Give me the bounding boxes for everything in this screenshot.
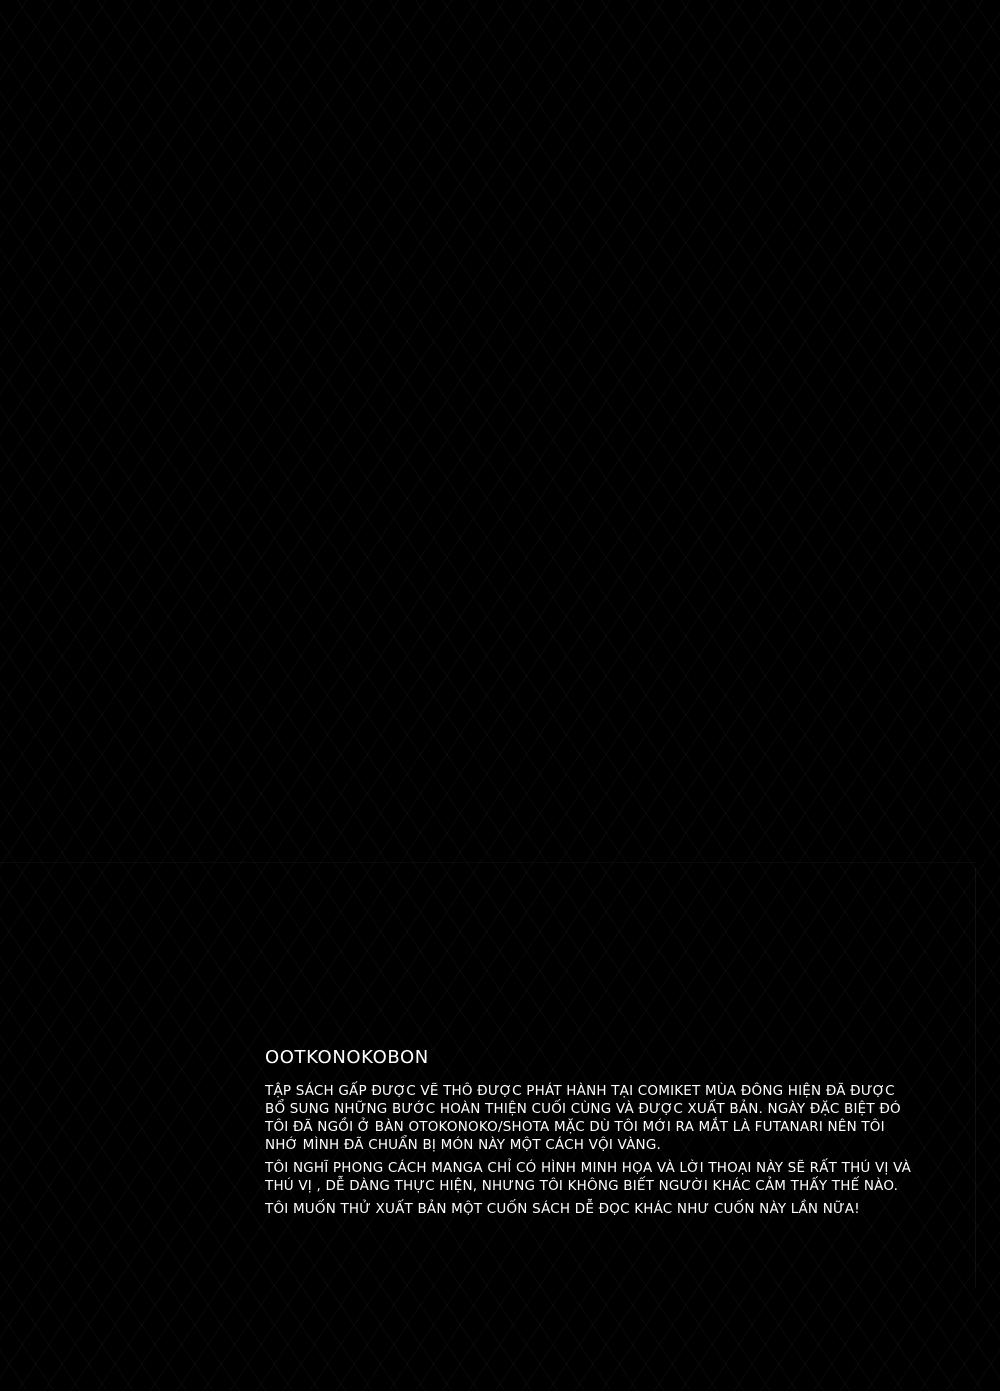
afterword-title: OOTKONOKOBON — [265, 1047, 429, 1068]
panel-border-top — [0, 862, 976, 863]
afterword-text-block — [265, 1046, 915, 1223]
afterword-paragraph-2: TÔI NGHĨ PHONG CÁCH MANGA CHỈ CÓ HÌNH MINH HỌA VÀ LỜI THOẠI NÀY SẼ RẤT THÚ VỊ VÀ THÚ VỊ , DỄ DÀNG THỰC HIỆN, NHƯNG TÔI KHÔNG BIẾT NGƯỜI KHÁC CẢM THẤY THẾ NÀO. — [265, 1160, 912, 1194]
afterword-paragraph-1: TẬP SÁCH GẤP ĐƯỢC VẼ THÔ ĐƯỢC PHÁT HÀNH TẠI COMIKET MÙA ĐÔNG HIỆN ĐÃ ĐƯỢC BỔ SUNG NHỮNG BƯỚC HOÀN THIỆN CUỐI CÙNG VÀ ĐƯỢC XUẤT BẢN. NGÀY ĐẶC BIỆT ĐÓ TÔI ĐÃ NGỒI Ở BÀN OTOKONOKO/SHOTA MẶC DÙ TÔI MỚI RA MẮT LÀ FUTANARI NÊN TÔI NHỚ MÌNH ĐÃ CHUẨN BỊ MÓN NÀY MỘT CÁCH VỘI VÀNG. — [265, 1083, 901, 1153]
afterword-paragraph-3: TÔI MUỐN THỬ XUẤT BẢN MỘT CUỐN SÁCH DỄ ĐỌC KHÁC NHƯ CUỐN NÀY LẦN NỮA! — [265, 1201, 860, 1217]
panel-border-right — [975, 868, 976, 1288]
